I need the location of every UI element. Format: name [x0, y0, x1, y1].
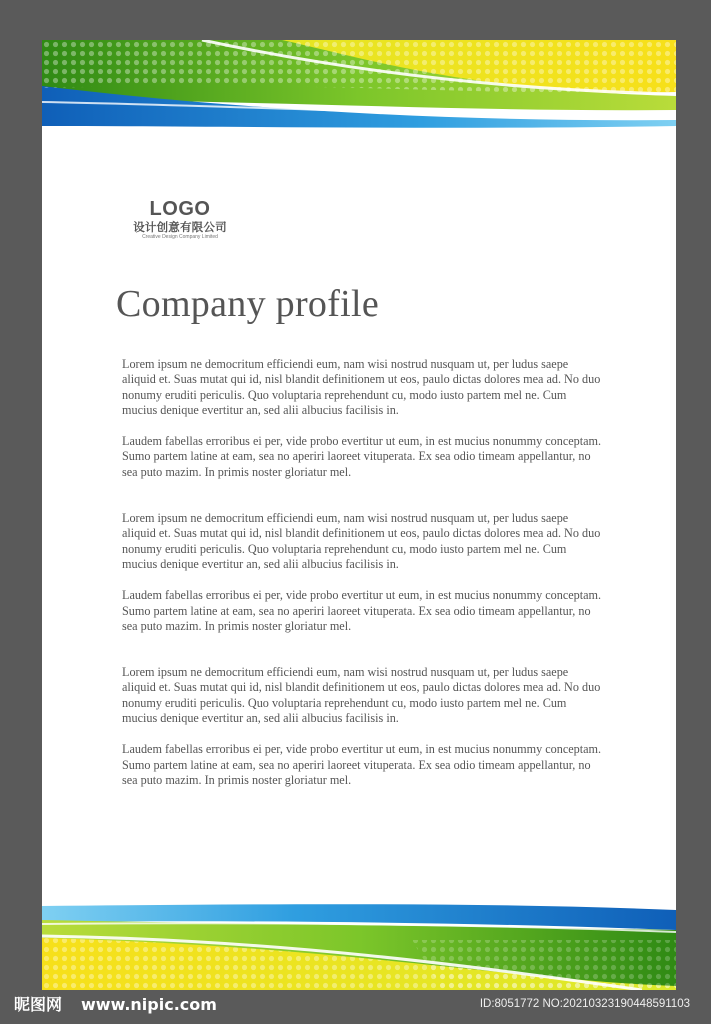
- letterhead-page: [42, 40, 676, 990]
- body-text: [122, 357, 602, 788]
- paragraph: Lorem ipsum ne democritum efficiendi eum, nam wisi nostrud nusquam ut, per ludus saepe aliquid et. Suas mutat qui id, nisl blandit definitionem ut eos, paulo dictas dolores mea ad. No duo nonumy eruditi periculis. Quo voluptaria reprehendunt cu, modo iusto partem mel ne. Cum mucius denique evertitur an, sed alii albucius facilisis in.: [122, 665, 601, 726]
- watermark-id: ID:8051772 NO:20210323190448591103: [479, 998, 690, 1010]
- bottom-wave-decoration: [42, 900, 676, 990]
- page-title: Company profile: [116, 283, 380, 325]
- paragraph: Laudem fabellas erroribus ei per, vide probo evertitur ut eum, in est mucius nonummy conceptam. Sumo partem latine at eam, sea no aperiri laoreet vituperata. Ex sea odio timeam appellantur, no sea puto mazim. In primis noster gloriatur mel.: [122, 434, 602, 479]
- paragraph: Lorem ipsum ne democritum efficiendi eum, nam wisi nostrud nusquam ut, per ludus saepe aliquid et. Suas mutat qui id, nisl blandit definitionem ut eos, paulo dictas dolores mea ad. No duo nonumy eruditi periculis. Quo voluptaria reprehendunt cu, modo iusto partem mel ne. Cum mucius denique evertitur an, sed alii albucius facilisis in.: [122, 357, 601, 417]
- logo-english-name: Creative Design Company Limited: [142, 234, 218, 240]
- logo-chinese-name: 设计创意有限公司: [133, 220, 227, 234]
- logo-text: LOGO: [149, 198, 211, 220]
- paragraph: Laudem fabellas erroribus ei per, vide probo evertitur ut eum, in est mucius nonummy conceptam. Sumo partem latine at eam, sea no aperiri laoreet vituperata. Ex sea odio timeam appellantur, no sea puto mazim. In primis noster gloriatur mel.: [122, 742, 602, 787]
- paragraph: Lorem ipsum ne democritum efficiendi eum, nam wisi nostrud nusquam ut, per ludus saepe aliquid et. Suas mutat qui id, nisl blandit definitionem ut eos, paulo dictas dolores mea ad. No duo nonumy eruditi periculis. Quo voluptaria reprehendunt cu, modo iusto partem mel ne. Cum mucius denique evertitur an, sed alii albucius facilisis in.: [122, 511, 601, 571]
- top-wave-decoration: [42, 40, 676, 132]
- watermark-site-logo: 昵图网: [14, 995, 63, 1014]
- watermark-url: www.nipic.com: [81, 995, 217, 1014]
- paragraph: Laudem fabellas erroribus ei per, vide probo evertitur ut eum, in est mucius nonummy conceptam. Sumo partem latine at eam, sea no aperiri laoreet vituperata. Ex sea odio timeam appellantur, no sea puto mazim. In primis noster gloriatur mel.: [122, 588, 602, 633]
- company-logo: [120, 198, 240, 241]
